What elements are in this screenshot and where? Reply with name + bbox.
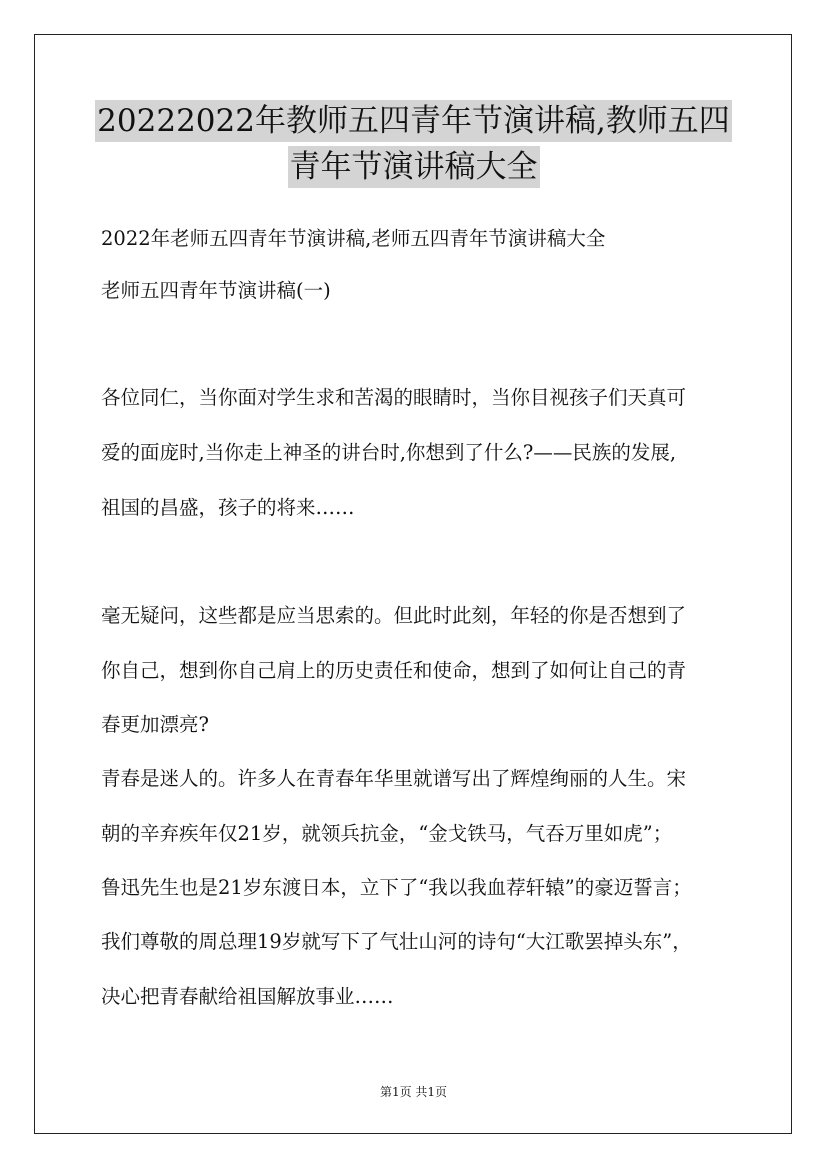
- paragraph-1-line-1: 各位同仁，当你面对学生求和苦渴的眼睛时，当你目视孩子们天真可: [101, 386, 687, 409]
- page-footer: 第1页 共1页: [379, 1085, 448, 1099]
- paragraph-3-line-5: 决心把青春献给祖国解放事业……: [101, 985, 394, 1008]
- paragraph-2-line-1: 毫无疑问，这些都是应当思索的。但此时此刻，年轻的你是否想到了: [101, 604, 687, 627]
- paragraph-3-line-1: 青春是迷人的。许多人在青春年华里就谱写出了辉煌绚丽的人生。宋: [101, 767, 687, 790]
- paragraph-3-line-2: 朝的辛弃疾年仅21岁，就领兵抗金，“金戈铁马，气吞万里如虎”；: [101, 822, 673, 845]
- paragraph-2-line-3: 春更加漂亮?: [101, 713, 209, 736]
- paragraph-1-line-2: 爱的面庞时,当你走上神圣的讲台时,你想到了什么?——民族的发展,: [101, 441, 677, 464]
- paragraph-1-line-3: 祖国的昌盛，孩子的将来……: [101, 496, 355, 519]
- document-title: [0, 100, 827, 188]
- paragraph-2-line-2: 你自己，想到你自己肩上的历史责任和使命，想到了如何让自己的青: [101, 659, 687, 682]
- paragraph-3-line-4: 我们尊敬的周总理19岁就写下了气壮山河的诗句“大江歌罢掉头东”，: [101, 930, 692, 953]
- title-line-1: 20222022年教师五四青年节演讲稿,教师五四: [95, 100, 732, 142]
- paragraph-3-line-3: 鲁迅先生也是21岁东渡日本，立下了“我以我血荐轩辕”的豪迈誓言；: [101, 876, 692, 899]
- document-subtitle: 2022年老师五四青年节演讲稿,老师五四青年节演讲稿大全: [101, 227, 606, 250]
- section-heading: 老师五四青年节演讲稿(一): [101, 279, 331, 302]
- page-border: [34, 34, 792, 1134]
- title-line-2: 青年节演讲稿大全: [288, 146, 540, 188]
